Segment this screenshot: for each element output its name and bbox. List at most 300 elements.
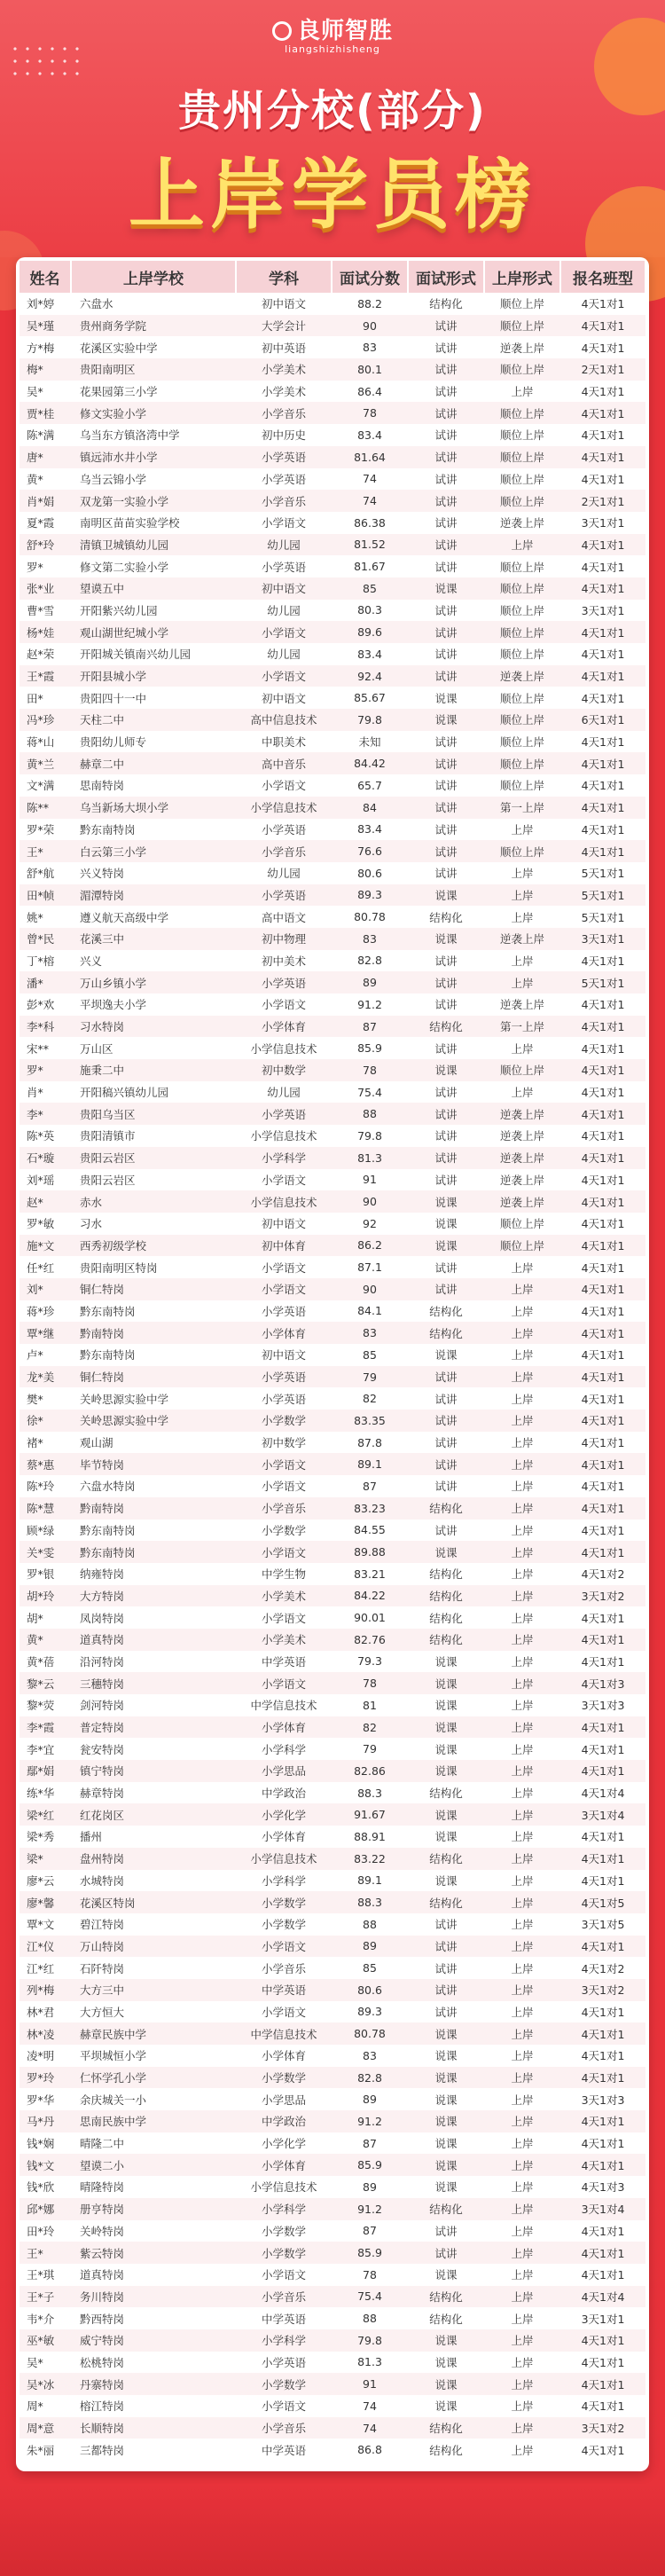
cell-student-name: 陈** [20, 797, 71, 819]
cell-student-name: 练*华 [27, 1787, 55, 1801]
column-header-school: 上岸学校 [71, 261, 236, 293]
cell-student-name: 黄* [20, 1629, 71, 1651]
cell-result-type: 上岸 [484, 2329, 560, 2352]
cell-school: 余庆城关一小 [80, 2093, 147, 2107]
cell-interview-format: 试讲 [434, 1086, 458, 1100]
cell-student-name: 蔡*惠 [20, 1453, 71, 1475]
cell-class-type: 4天1对1 [581, 998, 625, 1012]
table-row [20, 1782, 645, 1804]
cell-student-name: 关*雯 [20, 1541, 71, 1563]
cell-subject: 小学美术 [236, 358, 332, 381]
table-row [20, 1213, 645, 1235]
cell-interview-format: 说课 [434, 1654, 458, 1669]
cell-interview-format: 试讲 [434, 998, 458, 1012]
cell-subject: 小学信息技术 [250, 1129, 317, 1143]
cell-school: 毕节特岗 [71, 1453, 236, 1475]
cell-school: 丹寨特岗 [71, 2373, 236, 2395]
cell-subject: 小学信息技术 [236, 1190, 332, 1213]
cell-interview-score: 81.52 [332, 534, 408, 556]
cell-result-type: 顺位上岸 [499, 472, 544, 486]
cell-interview-format: 说课 [434, 1699, 458, 1713]
brand-logo [0, 12, 665, 55]
cell-class-type: 5天1对1 [560, 971, 645, 993]
cell-interview-score: 81.64 [332, 446, 408, 468]
table-row [20, 862, 645, 884]
cell-school: 贵阳南明区特岗 [80, 1261, 158, 1275]
cell-student-name: 钱*欣 [27, 2180, 55, 2195]
cell-subject: 中职美术 [261, 735, 306, 750]
cell-student-name: 赵* [20, 1190, 71, 1213]
cell-interview-score: 78 [332, 402, 408, 424]
cell-school: 大方特岗 [71, 1585, 236, 1607]
cell-student-name: 任*红 [27, 1261, 55, 1275]
cell-interview-score: 74 [332, 490, 408, 512]
cell-interview-format: 试讲 [408, 665, 484, 687]
cell-subject: 小学美术 [236, 1585, 332, 1607]
cell-result-type: 顺位上岸 [484, 358, 560, 381]
table-row [20, 446, 645, 468]
cell-result-type: 上岸 [511, 1611, 534, 1625]
cell-interview-score: 83.4 [357, 647, 382, 661]
cell-interview-format: 说课 [408, 1716, 484, 1739]
cell-interview-format: 试讲 [408, 1979, 484, 2001]
cell-class-type: 3天1对4 [560, 2198, 645, 2220]
cell-interview-score: 87 [332, 1016, 408, 1038]
cell-class-type: 4天1对1 [560, 1936, 645, 1958]
cell-subject: 小学英语 [261, 822, 306, 836]
cell-interview-format: 说课 [434, 2049, 458, 2063]
cell-student-name: 蒋*珍 [27, 1304, 55, 1318]
cell-class-type: 4天1对1 [581, 428, 625, 443]
cell-result-type: 逆袭上岸 [499, 998, 544, 1012]
cell-subject: 中学信息技术 [250, 1699, 317, 1713]
table-row [20, 1190, 645, 1213]
column-header-score: 面试分数 [332, 261, 408, 293]
cell-student-name: 丁*榕 [27, 954, 55, 968]
results-table-card [16, 257, 649, 2471]
cell-interview-score: 75.4 [357, 1085, 382, 1099]
cell-school: 瓮安特岗 [80, 1742, 125, 1756]
cell-subject: 小学语文 [236, 665, 332, 687]
cell-student-name: 田*帧 [20, 884, 71, 907]
cell-class-type: 4天1对2 [581, 1567, 625, 1582]
cell-subject: 小学英语 [236, 1366, 332, 1388]
table-row [20, 774, 645, 797]
table-row [20, 1344, 645, 1366]
cell-class-type: 4天1对1 [581, 1217, 625, 1231]
cell-interview-format: 试讲 [408, 402, 484, 424]
cell-student-name: 蒋*山 [27, 735, 55, 750]
cell-result-type: 逆袭上岸 [484, 1103, 560, 1125]
cell-result-type: 顺位上岸 [484, 446, 560, 468]
cell-class-type: 4天1对1 [581, 1041, 625, 1056]
cell-subject: 小学数学 [261, 1523, 306, 1537]
cell-interview-format: 试讲 [408, 797, 484, 819]
cell-subject: 小学英语 [236, 1103, 332, 1125]
cell-result-type: 上岸 [484, 2067, 560, 2089]
cell-interview-score: 88 [363, 2312, 377, 2326]
cell-result-type: 顺位上岸 [499, 735, 544, 750]
table-row [20, 1585, 645, 1607]
cell-class-type: 4天1对1 [560, 840, 645, 862]
cell-class-type: 4天1对1 [581, 1480, 625, 1494]
cell-class-type: 4天1对1 [560, 534, 645, 556]
cell-result-type: 上岸 [511, 1041, 534, 1056]
cell-class-type: 2天1对1 [560, 358, 645, 381]
cell-interview-format: 结构化 [408, 2198, 484, 2220]
cell-class-type: 4天1对1 [560, 1016, 645, 1038]
cell-interview-score: 74 [332, 2417, 408, 2439]
cell-student-name: 王*子 [20, 2286, 71, 2308]
cell-interview-format: 结构化 [429, 1611, 463, 1625]
cell-interview-format: 说课 [434, 1217, 458, 1231]
cell-class-type: 4天1对1 [581, 385, 625, 399]
cell-class-type: 4天1对1 [581, 648, 625, 662]
cell-result-type: 顺位上岸 [499, 428, 544, 443]
cell-school: 道真特岗 [80, 2268, 125, 2282]
cell-school: 赤水 [71, 1190, 236, 1213]
cell-interview-score: 82.76 [332, 1629, 408, 1651]
cell-interview-format: 说课 [408, 1760, 484, 1782]
cell-class-type: 4天1对1 [581, 954, 625, 968]
cell-subject: 初中物理 [236, 928, 332, 950]
cell-interview-score: 92.4 [332, 665, 408, 687]
cell-interview-score: 91.2 [332, 2110, 408, 2132]
cell-subject: 中学英语 [261, 2443, 306, 2457]
cell-interview-format: 试讲 [434, 867, 458, 881]
cell-student-name: 杨*娃 [20, 621, 71, 643]
table-row [20, 2439, 645, 2461]
cell-interview-format: 结构化 [429, 910, 463, 924]
cell-subject: 高中音乐 [236, 752, 332, 774]
cell-class-type: 4天1对4 [560, 2286, 645, 2308]
cell-subject: 小学语文 [261, 1611, 306, 1625]
table-row [20, 2373, 645, 2395]
cell-class-type: 4天1对1 [560, 1410, 645, 1432]
cell-school: 西秀初级学校 [71, 1235, 236, 1257]
cell-student-name: 田* [27, 691, 43, 705]
cell-interview-score: 78 [332, 1672, 408, 1694]
cell-class-type: 4天1对1 [581, 1348, 625, 1363]
cell-interview-score: 74 [363, 472, 377, 486]
cell-class-type: 4天1对1 [560, 1629, 645, 1651]
cell-subject: 小学化学 [261, 2137, 306, 2151]
cell-subject: 小学音乐 [261, 1961, 306, 1975]
cell-interview-format: 说课 [434, 2355, 458, 2369]
cell-student-name: 潘* [20, 971, 71, 993]
cell-interview-score: 90.01 [354, 1611, 386, 1625]
cell-school: 贵阳云岩区 [80, 1173, 136, 1187]
cell-interview-format: 说课 [408, 2110, 484, 2132]
cell-school: 黔东南特岗 [80, 822, 136, 836]
cell-class-type: 4天1对1 [560, 2110, 645, 2132]
cell-interview-format: 试讲 [434, 603, 458, 617]
cell-interview-format: 结构化 [429, 1787, 463, 1801]
cell-interview-score: 91.67 [332, 1803, 408, 1826]
cell-interview-score: 84.22 [332, 1585, 408, 1607]
cell-interview-score: 88.91 [354, 1829, 386, 1843]
cell-student-name: 肖* [27, 1086, 43, 1100]
cell-school: 六盘水 [80, 297, 113, 311]
cell-interview-score: 65.7 [357, 778, 382, 792]
table-row [20, 1410, 645, 1432]
cell-result-type: 顺位上岸 [484, 1059, 560, 1081]
cell-school: 黔南特岗 [71, 1497, 236, 1520]
cell-subject: 初中语文 [261, 1217, 306, 1231]
cell-interview-score: 79.8 [332, 2329, 408, 2352]
cell-student-name: 吴* [27, 385, 43, 399]
cell-subject: 小学信息技术 [236, 797, 332, 819]
cell-school: 花溪区实验中学 [80, 341, 158, 355]
cell-student-name: 曹*雪 [27, 603, 55, 617]
cell-interview-format: 结构化 [408, 1891, 484, 1913]
table-row [20, 2154, 645, 2176]
cell-interview-score: 85.67 [354, 691, 386, 705]
cell-class-type: 4天1对1 [581, 1742, 625, 1756]
cell-result-type: 上岸 [484, 1585, 560, 1607]
cell-school: 黔东南特岗 [80, 1304, 136, 1318]
table-row [20, 1848, 645, 1870]
cell-class-type: 4天1对1 [581, 472, 625, 486]
cell-subject: 小学思品 [261, 2093, 306, 2107]
cell-subject: 小学科学 [236, 2329, 332, 2352]
cell-school: 大方三中 [71, 1979, 236, 2001]
cell-student-name: 夏*霞 [27, 516, 55, 530]
cell-result-type: 顺位上岸 [484, 402, 560, 424]
table-row [20, 1147, 645, 1169]
cell-interview-format: 试讲 [434, 428, 458, 443]
cell-class-type: 4天1对2 [581, 1961, 625, 1975]
cell-subject: 小学音乐 [236, 490, 332, 512]
cell-student-name: 王* [20, 2242, 71, 2264]
cell-result-type: 上岸 [511, 1918, 534, 1932]
table-row [20, 1520, 645, 1542]
cell-class-type: 4天1对3 [581, 2180, 625, 2195]
cell-interview-score: 87 [363, 2136, 377, 2150]
cell-result-type: 逆袭上岸 [484, 1147, 560, 1169]
cell-interview-score: 88 [332, 1103, 408, 1125]
cell-student-name: 黄* [27, 472, 43, 486]
cell-student-name: 徐* [20, 1410, 71, 1432]
table-row [20, 358, 645, 381]
cell-interview-format: 结构化 [429, 2443, 463, 2457]
cell-school: 剑河特岗 [80, 1699, 125, 1713]
cell-interview-score: 81 [363, 1698, 377, 1712]
cell-result-type: 上岸 [511, 1480, 534, 1494]
cell-school: 晴隆特岗 [80, 2180, 125, 2195]
table-row [20, 1936, 645, 1958]
cell-result-type: 上岸 [511, 1699, 534, 1713]
cell-interview-score: 85.9 [332, 2242, 408, 2264]
cell-interview-format: 结构化 [408, 2286, 484, 2308]
cell-subject: 小学信息技术 [250, 1041, 317, 1056]
table-row [20, 643, 645, 665]
cell-class-type: 4天1对1 [581, 735, 625, 750]
cell-subject: 幼儿园 [267, 1086, 301, 1100]
cell-result-type: 上岸 [511, 1830, 534, 1844]
cell-interview-score: 84.42 [332, 752, 408, 774]
cell-class-type: 4天1对3 [560, 1672, 645, 1694]
table-row [20, 2242, 645, 2264]
cell-class-type: 4天1对1 [581, 822, 625, 836]
table-row [20, 600, 645, 622]
cell-subject: 初中语文 [261, 691, 306, 705]
cell-interview-score: 90 [332, 1190, 408, 1213]
cell-school: 观山湖世纪城小学 [71, 621, 236, 643]
cell-result-type: 上岸 [511, 2268, 534, 2282]
cell-interview-score: 90 [332, 315, 408, 337]
cell-result-type: 上岸 [511, 385, 534, 399]
cell-school: 三都特岗 [80, 2443, 125, 2457]
cell-student-name: 张*业 [20, 577, 71, 600]
cell-school: 播州 [80, 1830, 103, 1844]
cell-interview-score: 85 [363, 1961, 377, 1975]
cell-school: 道真特岗 [71, 1629, 236, 1651]
table-row [20, 336, 645, 358]
cell-school: 望谟二小 [71, 2154, 236, 2176]
cell-student-name: 马*丹 [20, 2110, 71, 2132]
cell-subject: 小学语文 [261, 1173, 306, 1187]
cell-subject: 小学体育 [236, 1716, 332, 1739]
cell-result-type: 上岸 [484, 1541, 560, 1563]
cell-student-name: 陈*英 [27, 1129, 55, 1143]
cell-subject: 小学科学 [261, 1742, 306, 1756]
table-row [20, 1453, 645, 1475]
cell-class-type: 4天1对1 [581, 2268, 625, 2282]
cell-interview-score: 89 [363, 2093, 377, 2107]
page-subtitle: 贵州分校(部分) [178, 86, 487, 136]
cell-student-name: 文*满 [27, 779, 55, 793]
cell-student-name: 覃*继 [20, 1322, 71, 1344]
cell-subject: 幼儿园 [267, 603, 301, 617]
cell-result-type: 上岸 [484, 1278, 560, 1300]
cell-class-type: 5天1对1 [581, 867, 625, 881]
cell-student-name: 贾*桂 [20, 402, 71, 424]
cell-interview-format: 结构化 [408, 1322, 484, 1344]
cell-school: 石阡特岗 [80, 1961, 125, 1975]
table-row [20, 1322, 645, 1344]
table-row [20, 2176, 645, 2198]
cell-interview-format: 试讲 [408, 1366, 484, 1388]
cell-interview-format: 说课 [434, 2180, 458, 2195]
cell-interview-score: 82.8 [357, 954, 382, 968]
cell-interview-format: 说课 [408, 1059, 484, 1081]
results-table [20, 261, 646, 2461]
cell-result-type: 顺位上岸 [499, 691, 544, 705]
cell-interview-format: 试讲 [408, 446, 484, 468]
cell-interview-format: 试讲 [434, 1918, 458, 1932]
cell-subject: 小学英语 [261, 2355, 306, 2369]
cell-class-type: 4天1对1 [560, 2067, 645, 2089]
cell-school: 天柱二中 [71, 709, 236, 731]
cell-result-type: 上岸 [511, 1961, 534, 1975]
cell-interview-score: 76.6 [332, 840, 408, 862]
cell-result-type: 上岸 [484, 2198, 560, 2220]
cell-result-type: 上岸 [511, 2399, 534, 2414]
cell-class-type: 4天1对1 [560, 665, 645, 687]
cell-result-type: 上岸 [484, 2110, 560, 2132]
cell-subject: 小学数学 [236, 2242, 332, 2264]
cell-interview-score: 87.1 [357, 1261, 382, 1275]
cell-interview-score: 88.3 [357, 1786, 382, 1800]
cell-interview-score: 82 [332, 1716, 408, 1739]
cell-interview-score: 83.4 [357, 428, 382, 442]
cell-interview-score: 79 [332, 1366, 408, 1388]
table-row [20, 2198, 645, 2220]
table-row [20, 1694, 645, 1716]
cell-subject: 小学语文 [261, 1261, 306, 1275]
table-row [20, 621, 645, 643]
cell-class-type: 4天1对1 [581, 1304, 625, 1318]
cell-class-type: 3天1对1 [581, 516, 625, 530]
table-row [20, 424, 645, 446]
table-row [20, 1563, 645, 1585]
cell-class-type: 4天1对1 [560, 1760, 645, 1782]
cell-student-name: 陈*满 [27, 428, 55, 443]
cell-student-name: 龙*美 [20, 1366, 71, 1388]
cell-interview-format: 说课 [434, 1348, 458, 1363]
cell-subject: 小学英语 [236, 884, 332, 907]
cell-subject: 小学化学 [236, 1803, 332, 1826]
cell-interview-score: 81.3 [332, 1147, 408, 1169]
cell-class-type: 4天1对1 [560, 1059, 645, 1081]
table-row [20, 1979, 645, 2001]
cell-result-type: 上岸 [511, 867, 534, 881]
cell-class-type: 4天1对1 [560, 621, 645, 643]
cell-interview-format: 试讲 [434, 1261, 458, 1275]
cell-interview-score: 83.22 [332, 1848, 408, 1870]
cell-class-type: 3天1对1 [581, 603, 625, 617]
cell-interview-format: 说课 [408, 2067, 484, 2089]
cell-interview-format: 说课 [408, 577, 484, 600]
cell-class-type: 4天1对1 [560, 1716, 645, 1739]
cell-subject: 小学语文 [236, 1278, 332, 1300]
cell-subject: 小学语文 [261, 2005, 306, 2019]
cell-class-type: 3天1对2 [560, 1585, 645, 1607]
cell-interview-score: 78 [332, 1059, 408, 1081]
cell-student-name: 梁*秀 [27, 1830, 55, 1844]
cell-interview-score: 86.2 [332, 1235, 408, 1257]
table-row [20, 293, 645, 315]
cell-result-type: 上岸 [484, 2022, 560, 2045]
cell-school: 施秉二中 [71, 1059, 236, 1081]
cell-class-type: 4天1对1 [581, 1086, 625, 1100]
cell-interview-score: 85 [363, 1347, 377, 1362]
cell-result-type: 上岸 [484, 1497, 560, 1520]
cell-subject: 小学语文 [236, 1936, 332, 1958]
cell-student-name: 黄*蓓 [27, 1654, 55, 1669]
cell-interview-score: 89.3 [332, 884, 408, 907]
table-row [20, 2395, 645, 2417]
cell-result-type: 顺位上岸 [484, 621, 560, 643]
cell-class-type: 4天1对1 [560, 2242, 645, 2264]
cell-subject: 小学体育 [236, 2154, 332, 2176]
cell-student-name: 顾*绿 [27, 1523, 55, 1537]
cell-school: 威宁特岗 [71, 2329, 236, 2352]
cell-result-type: 顺位上岸 [484, 709, 560, 731]
cell-class-type: 4天1对1 [560, 1541, 645, 1563]
table-row [20, 709, 645, 731]
cell-interview-format: 说课 [408, 884, 484, 907]
cell-interview-format: 试讲 [408, 1147, 484, 1169]
cell-interview-format: 试讲 [408, 752, 484, 774]
cell-school: 黔东南特岗 [71, 1541, 236, 1563]
cell-result-type: 上岸 [484, 1453, 560, 1475]
cell-interview-score: 81.3 [357, 2355, 382, 2369]
cell-interview-format: 说课 [408, 2329, 484, 2352]
table-row [20, 687, 645, 709]
cell-interview-score: 80.3 [357, 603, 382, 617]
